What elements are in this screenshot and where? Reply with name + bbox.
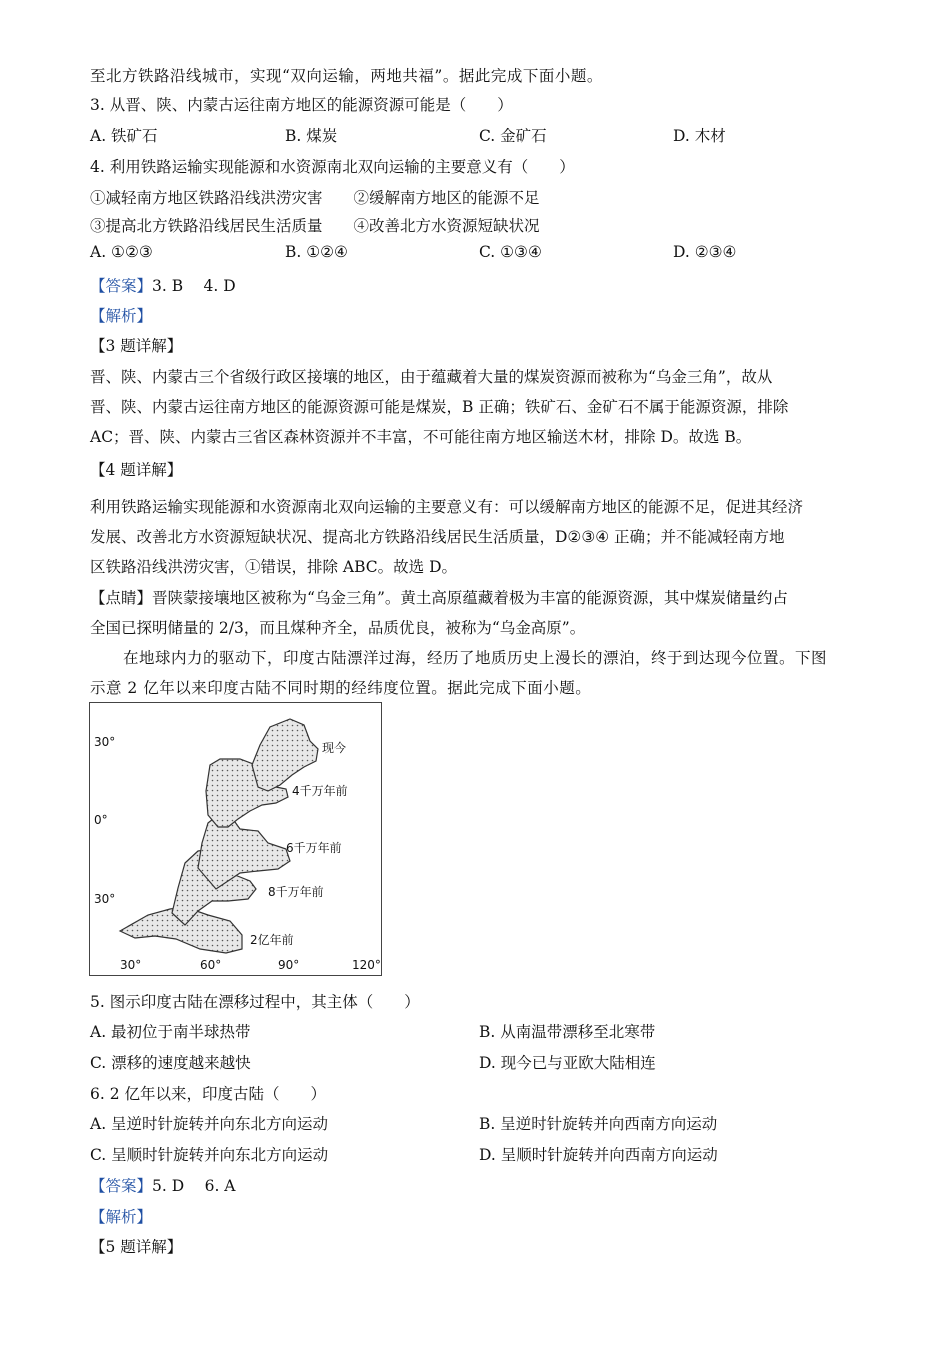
- answer-tag-2: 【答案】: [90, 1177, 153, 1195]
- landmass-now: [252, 719, 318, 791]
- tip-line-2: 全国已探明储量的 2/3，而且煤种齐全，品质优良，被称为“乌金高原”。: [90, 619, 586, 637]
- lat-label-30n: 30°: [94, 735, 116, 749]
- intro-line: 至北方铁路沿线城市，实现“双向运输，两地共福”。据此完成下面小题。: [90, 67, 603, 85]
- question-4: 4. 利用铁路运输实现能源和水资源南北双向运输的主要意义有（ ）: [90, 158, 575, 176]
- q3-option-b: B. 煤炭: [285, 127, 338, 145]
- lat-label-30s: 30°: [94, 892, 116, 906]
- q4-detail-text: 利用铁路运输实现能源和水资源南北双向运输的主要意义有：可以缓解南方地区的能源不足，促进其经济: [90, 498, 804, 516]
- lon-label-120: 120°: [352, 958, 381, 972]
- question-5: 5. 图示印度古陆在漂移过程中，其主体（ ）: [90, 993, 420, 1011]
- period-label-8kw: 8千万年前: [268, 885, 324, 899]
- analysis-tag: 【解析】: [90, 307, 153, 325]
- q6-option-b: B. 呈逆时针旋转并向西南方向运动: [479, 1115, 718, 1133]
- tip-line-1: [90, 586, 788, 608]
- answer-tag: 【答案】: [90, 277, 153, 295]
- q4-items-1: ①减轻南方地区铁路沿线洪涝灾害 ②缓解南方地区的能源不足: [90, 189, 540, 207]
- tip-text: 晋陕蒙接壤地区被称为“乌金三角”。黄土高原蕴藏着极为丰富的能源资源，其中煤炭储量约占: [152, 589, 788, 607]
- answer-text-2: 5. D 6. A: [152, 1177, 236, 1195]
- q5-detail-tag: 【5 题详解】: [90, 1238, 183, 1256]
- period-label-4kw: 4千万年前: [292, 784, 348, 798]
- q3-option-d: D. 木材: [673, 127, 726, 145]
- period-label-now: 现今: [322, 741, 347, 755]
- q3-detail-line-3: AC；晋、陕、内蒙古三省区森林资源并不丰富，不可能往南方地区输送木材，排除 D。故选 B。: [90, 428, 752, 446]
- india-drift-map: [89, 702, 382, 976]
- q5-option-d: D. 现今已与亚欧大陆相连: [479, 1054, 656, 1072]
- q4-detail-line-1: [90, 495, 803, 517]
- q4-option-a: A. ①②③: [90, 243, 153, 261]
- q4-option-d: D. ②③④: [673, 243, 737, 261]
- q6-option-c: C. 呈顺时针旋转并向东北方向运动: [90, 1146, 329, 1164]
- tip-tag: 【点睛】: [90, 589, 153, 607]
- q4-detail-line-2: 发展、改善北方水资源短缺状况、提高北方铁路沿线居民生活质量，D②③④ 正确；并不能减轻南方地: [90, 528, 785, 546]
- lon-label-90: 90°: [278, 958, 300, 972]
- question-6: 6. 2 亿年以来，印度古陆（ ）: [90, 1085, 327, 1103]
- q6-option-d: D. 呈顺时针旋转并向西南方向运动: [479, 1146, 718, 1164]
- question-3: 3. 从晋、陕、内蒙古运往南方地区的能源资源可能是（ ）: [90, 96, 513, 114]
- q4-items-2: ③提高北方铁路沿线居民生活质量 ④改善北方水资源短缺状况: [90, 217, 540, 235]
- lat-label-0: 0°: [94, 813, 108, 827]
- q3-detail-line-2: 晋、陕、内蒙古运往南方地区的能源资源可能是煤炭，B 正确；铁矿石、金矿石不属于能源资源，排除: [90, 398, 789, 416]
- q6-option-a: A. 呈逆时针旋转并向东北方向运动: [90, 1115, 329, 1133]
- period-label-2yi: 2亿年前: [250, 933, 294, 947]
- q5-option-c: C. 漂移的速度越来越快: [90, 1054, 251, 1072]
- q5-option-a: A. 最初位于南半球热带: [90, 1023, 251, 1041]
- q5-option-b: B. 从南温带漂移至北寒带: [479, 1023, 656, 1041]
- q4-option-c: C. ①③④: [479, 243, 542, 261]
- lon-label-30: 30°: [120, 958, 142, 972]
- analysis-tag-2: 【解析】: [90, 1208, 153, 1226]
- q4-option-b: B. ①②④: [285, 243, 348, 261]
- q3-option-c: C. 金矿石: [479, 127, 547, 145]
- q4-detail-tag: 【4 题详解】: [90, 461, 183, 479]
- q4-detail-line-3: 区铁路沿线洪涝灾害，①错误，排除 ABC。故选 D。: [90, 558, 458, 576]
- q3-option-a: A. 铁矿石: [90, 127, 158, 145]
- period-label-6kw: 6千万年前: [286, 841, 342, 855]
- passage-line-2: 示意 2 亿年以来印度古陆不同时期的经纬度位置。据此完成下面小题。: [90, 679, 592, 697]
- passage-line-1: 在地球内力的驱动下，印度古陆漂洋过海，经历了地质历史上漫长的漂泊，终于到达现今位置。下图: [123, 649, 828, 667]
- lon-label-60: 60°: [200, 958, 222, 972]
- landmass-6kw: [198, 815, 290, 889]
- q3-detail-line-1: 晋、陕、内蒙古三个省级行政区接壤的地区，由于蕴藏着大量的煤炭资源而被称为“乌金三角”，故从: [90, 368, 773, 386]
- answer-line-1: [90, 274, 236, 296]
- answer-line-2: [90, 1174, 236, 1196]
- q3-detail-tag: 【3 题详解】: [90, 337, 183, 355]
- answer-text: 3. B 4. D: [152, 277, 236, 295]
